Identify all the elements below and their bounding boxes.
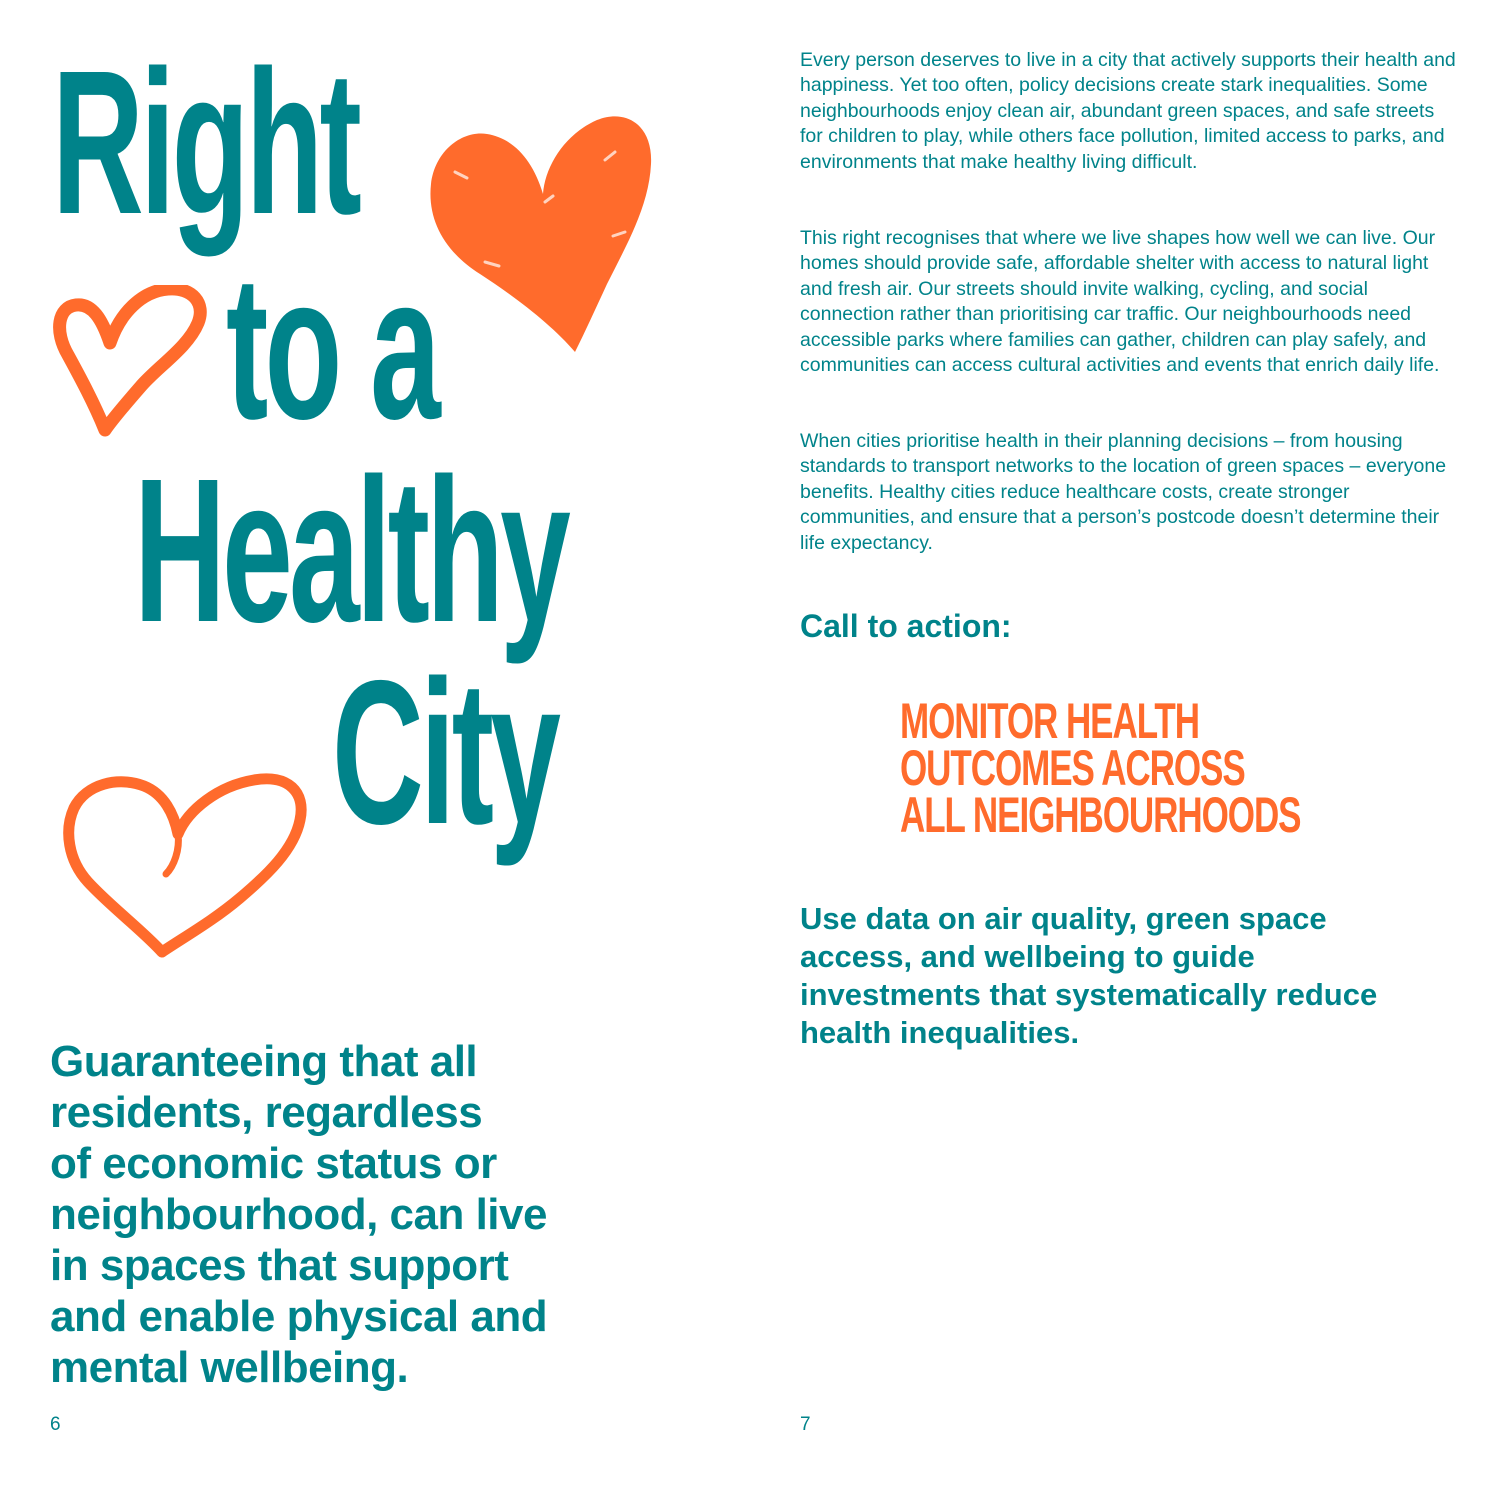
lead-line: in spaces that support [50,1241,509,1290]
lead-statement [50,1036,670,1393]
cta-headline-line: MONITOR HEALTH [900,693,1199,749]
lead-line: neighbourhood, can live [50,1190,547,1239]
lead-line: and enable physical and [50,1292,548,1341]
heart-icon [425,112,660,357]
title-line-4: City [332,638,558,867]
title-line-2: to a [226,233,438,462]
lead-line: mental wellbeing. [50,1343,409,1392]
page-number: 6 [50,1414,61,1435]
cta-headline-line: ALL NEIGHBOURHOODS [900,787,1301,843]
body-paragraph-3: When cities prioritise health in their planning decisions – from housing standards to transport networks to the location of green spaces – everyone benefits. Healthy cities reduce healthcare costs, create stronger communities, and ensure that a person’s postcode doesn’t determine their life expectancy. [800,430,1447,554]
cta-headline-line: OUTCOMES ACROSS [900,740,1245,796]
call-to-action-headline [900,693,1301,843]
title-line-3: Healthy [134,436,568,665]
lead-line: residents, regardless [50,1088,483,1137]
body-paragraph-1: Every person deserves to live in a city that actively supports their health and happiness. Yet too often, policy decisions create stark inequalities. Some neighbourhoods enjoy clean air, abundant green spaces, and safe streets for children to play, while others face pollution, limited access to parks, and environments that make healthy living difficult. [800,49,1456,173]
call-to-action-description: Use data on air quality, green space access, and wellbeing to guide investments that systematically reduce health inequalities. [800,901,1378,1050]
right-page [750,0,1500,1485]
heart-icon [62,770,312,960]
lead-line: of economic status or [50,1139,497,1188]
page-number: 7 [800,1414,811,1435]
body-paragraph-2: This right recognises that where we live shapes how well we can live. Our homes should provide safe, affordable shelter with access to natural light and fresh air. Our streets should invite walking, cycling, and social connection rather than prioritising car traffic. Our neighbourhoods need accessible parks where families can gather, children can play safely, and communities can access cultural activities and events that enrich daily life. [800,227,1440,377]
call-to-action-label: Call to action: [800,608,1012,644]
heart-icon [50,285,210,440]
title-line-1: Right [52,28,359,257]
lead-line: Guaranteeing that all [50,1037,478,1086]
